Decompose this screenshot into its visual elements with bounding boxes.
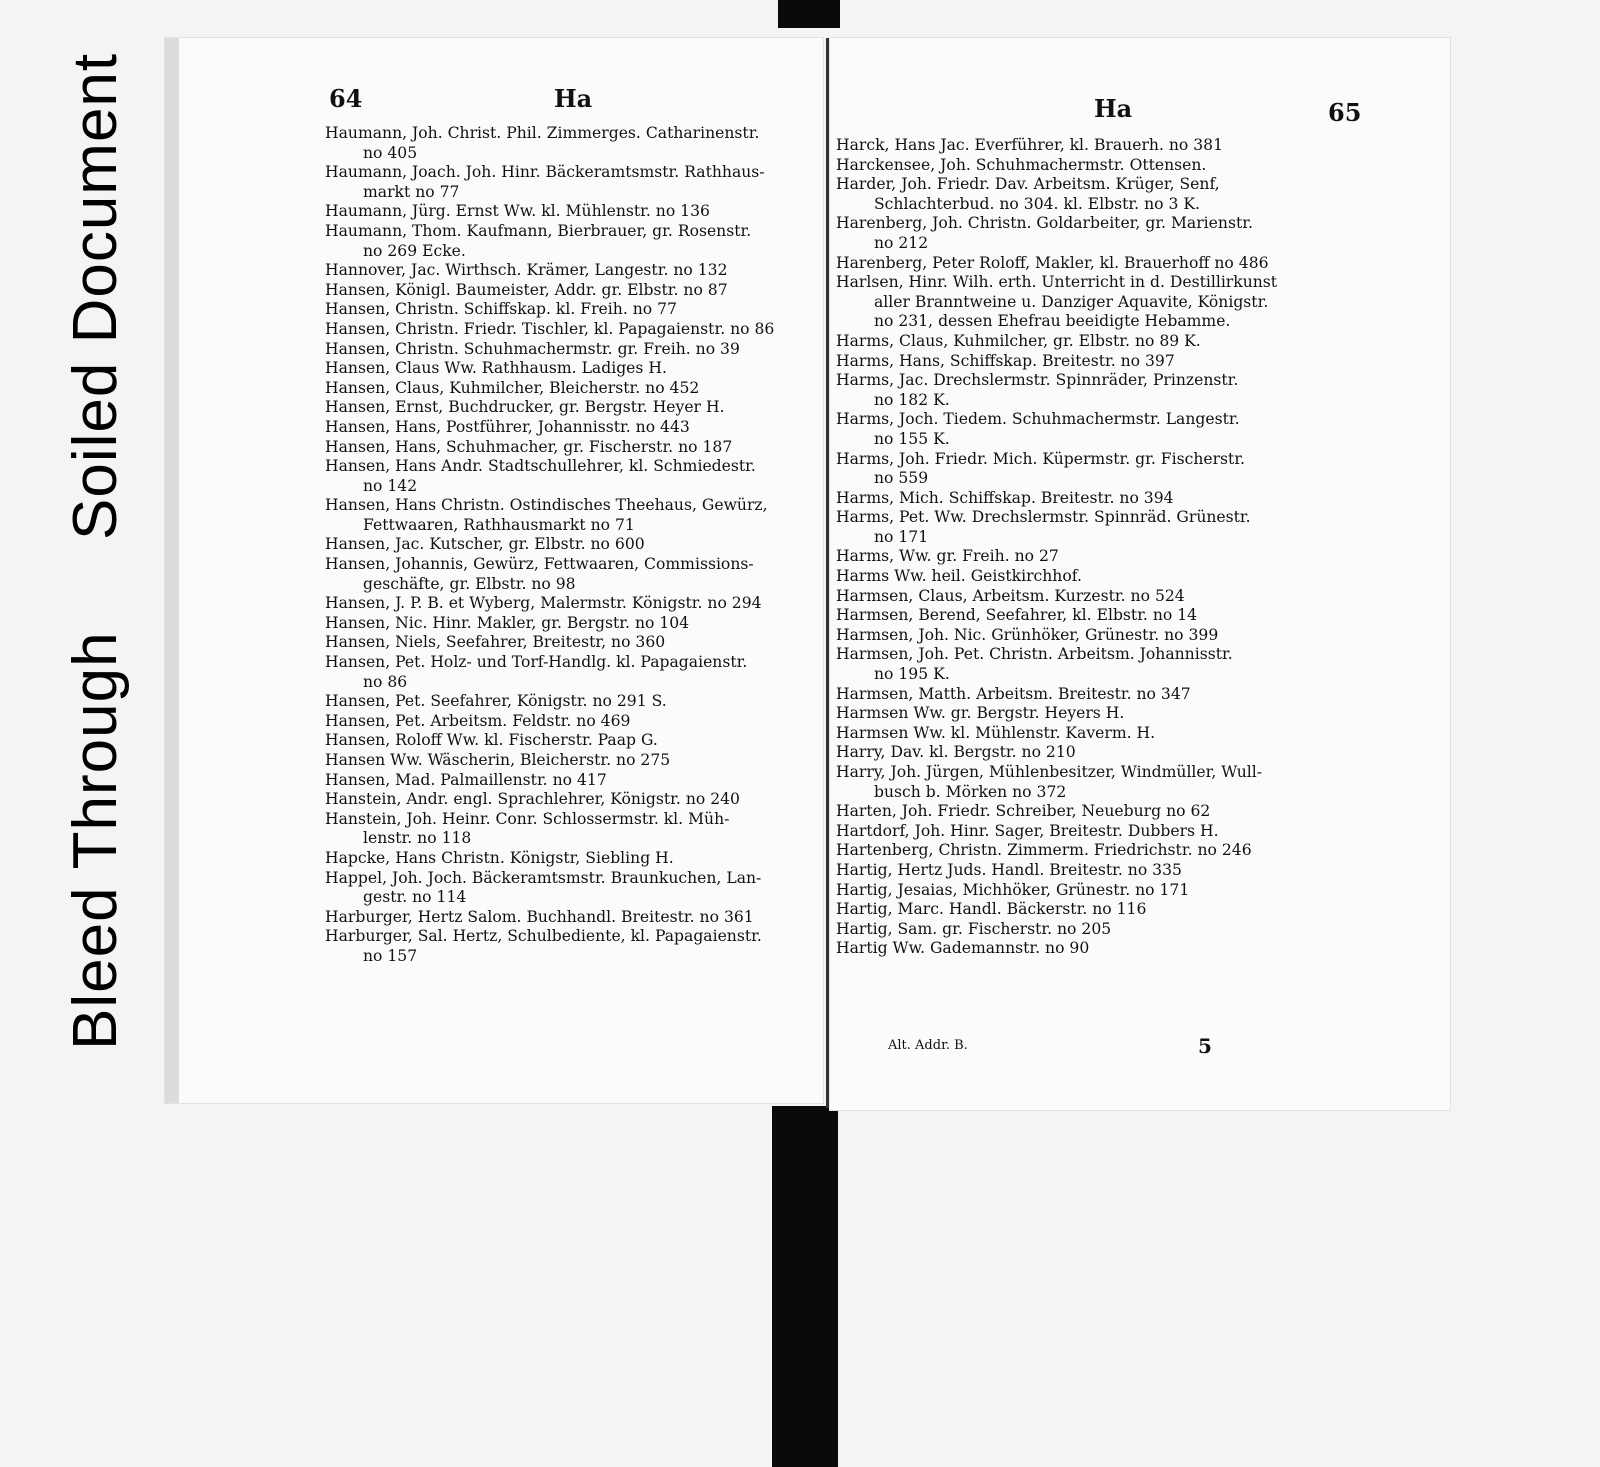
right-page-heading: Ha	[1094, 94, 1133, 123]
directory-entry	[325, 908, 825, 928]
directory-entry	[836, 175, 1336, 214]
directory-entry	[836, 900, 1336, 920]
directory-entry	[325, 281, 825, 301]
directory-entry	[836, 822, 1336, 842]
directory-entry	[836, 939, 1336, 959]
directory-entry	[325, 810, 825, 849]
directory-entry	[836, 410, 1336, 449]
entry-line: Hansen, J. P. B. et Wyberg, Malermstr. Königstr. no 294	[325, 594, 762, 613]
entry-line: Harmsen, Claus, Arbeitsm. Kurzestr. no 524	[836, 586, 1185, 605]
entry-continuation: no 269 Ecke.	[363, 241, 466, 260]
directory-entry	[836, 567, 1336, 587]
directory-entry	[325, 614, 825, 634]
entry-line: Hanstein, Andr. engl. Sprachlehrer, Königstr. no 240	[325, 790, 740, 809]
directory-entry	[325, 751, 825, 771]
entry-line: Hansen, Christn. Schuhmachermstr. gr. Freih. no 39	[325, 339, 740, 358]
entry-line: Hansen, Johannis, Gewürz, Fettwaaren, Commissions-	[325, 555, 754, 574]
entry-continuation: Fettwaaren, Rathhausmarkt no 71	[363, 515, 635, 534]
scan-strip-bottom	[772, 1106, 838, 1467]
entry-line: Hansen, Pet. Holz- und Torf-Handlg. kl. Papagaienstr.	[325, 653, 748, 672]
directory-entry	[325, 261, 825, 281]
directory-entry	[325, 379, 825, 399]
entry-continuation: lenstr. no 118	[363, 829, 472, 848]
bleed-through-label: Bleed Through	[61, 631, 130, 1050]
directory-entry	[325, 398, 825, 418]
entry-line: Harms, Mich. Schiffskap. Breitestr. no 394	[836, 488, 1174, 507]
directory-entry	[836, 587, 1336, 607]
entry-continuation: no 231, dessen Ehefrau beeidigte Hebamme.	[874, 312, 1231, 331]
entry-line: Harmsen Ww. kl. Mühlenstr. Kaverm. H.	[836, 723, 1156, 742]
directory-entry	[325, 359, 825, 379]
entry-line: Hartenberg, Christn. Zimmerm. Friedrichstr. no 246	[836, 841, 1252, 860]
directory-entry	[325, 731, 825, 751]
directory-entry	[836, 645, 1336, 684]
entry-line: Hartig, Jesaias, Michhöker, Grünestr. no 171	[836, 880, 1190, 899]
entry-line: Harms, Joh. Friedr. Mich. Küpermstr. gr. Fischerstr.	[836, 449, 1246, 468]
directory-entry	[836, 371, 1336, 410]
directory-entry	[325, 496, 825, 535]
directory-entry	[836, 332, 1336, 352]
directory-entry	[836, 352, 1336, 372]
directory-entry	[325, 633, 825, 653]
right-page	[830, 38, 1450, 1110]
directory-entry	[836, 802, 1336, 822]
directory-entry	[325, 594, 825, 614]
directory-entry	[836, 881, 1336, 901]
entry-line: Harms, Pet. Ww. Drechslermstr. Spinnräd. Grünestr.	[836, 508, 1251, 527]
left-entry-list	[325, 124, 825, 967]
directory-entry	[836, 861, 1336, 881]
directory-entry	[836, 724, 1336, 744]
entry-line: Hansen, Pet. Seefahrer, Königstr. no 291 S.	[325, 692, 667, 711]
entry-line: Harry, Joh. Jürgen, Mühlenbesitzer, Windmüller, Wull-	[836, 763, 1262, 781]
entry-line: Harenberg, Peter Roloff, Makler, kl. Brauerhoff no 486	[836, 253, 1269, 272]
directory-entry	[836, 214, 1336, 253]
overlay-labels	[0, 0, 130, 1467]
directory-entry	[325, 535, 825, 555]
directory-entry	[836, 254, 1336, 274]
entry-continuation: geschäfte, gr. Elbstr. no 98	[363, 574, 576, 593]
entry-line: Harck, Hans Jac. Everführer, kl. Brauerh. no 381	[836, 136, 1224, 154]
directory-entry	[325, 320, 825, 340]
entry-line: Harry, Dav. kl. Bergstr. no 210	[836, 743, 1076, 762]
entry-line: Hansen, Christn. Friedr. Tischler, kl. Papagaienstr. no 86	[325, 319, 775, 338]
right-page-number: 65	[1328, 98, 1362, 127]
directory-entry	[836, 626, 1336, 646]
entry-continuation: aller Branntweine u. Danziger Aquavite, Königstr.	[874, 292, 1269, 311]
entry-continuation: no 142	[363, 476, 418, 495]
scan-strip-top	[778, 0, 840, 28]
entry-line: Hansen Ww. Wäscherin, Bleicherstr. no 275	[325, 751, 671, 769]
signature-mark: 5	[1198, 1034, 1212, 1058]
directory-entry	[836, 547, 1336, 567]
entry-line: Haumann, Thom. Kaufmann, Bierbrauer, gr. Rosenstr.	[325, 221, 752, 240]
entry-continuation: no 157	[363, 946, 418, 965]
directory-entry	[325, 653, 825, 692]
directory-entry	[836, 489, 1336, 509]
entry-line: Harder, Joh. Friedr. Dav. Arbeitsm. Krüger, Senf,	[836, 175, 1220, 194]
directory-entry	[325, 124, 825, 163]
left-page-heading: Ha	[554, 84, 593, 113]
directory-entry	[836, 606, 1336, 626]
directory-entry	[836, 156, 1336, 176]
entry-line: Hansen, Königl. Baumeister, Addr. gr. Elbstr. no 87	[325, 280, 728, 299]
entry-line: Hansen, Pet. Arbeitsm. Feldstr. no 469	[325, 711, 631, 730]
directory-entry	[836, 685, 1336, 705]
directory-entry	[325, 790, 825, 810]
directory-entry	[325, 418, 825, 438]
entry-line: Haumann, Jürg. Ernst Ww. kl. Mühlenstr. no 136	[325, 202, 710, 221]
entry-line: Hannover, Jac. Wirthsch. Krämer, Langestr. no 132	[325, 261, 728, 280]
entry-line: Hansen, Claus Ww. Rathhausm. Ladiges H.	[325, 359, 667, 378]
entry-line: Harmsen, Joh. Nic. Grünhöker, Grünestr. no 399	[836, 625, 1219, 644]
entry-continuation: gestr. no 114	[363, 888, 467, 907]
directory-entry	[836, 920, 1336, 940]
directory-entry	[836, 273, 1336, 332]
directory-entry	[836, 841, 1336, 861]
entry-line: Hansen, Mad. Palmaillenstr. no 417	[325, 770, 607, 789]
entry-line: Harmsen Ww. gr. Bergstr. Heyers H.	[836, 704, 1125, 723]
entry-line: Happel, Joh. Joch. Bäckeramtsmstr. Braunkuchen, Lan-	[325, 868, 762, 887]
directory-entry	[325, 712, 825, 732]
directory-entry	[836, 136, 1336, 156]
directory-entry	[836, 450, 1336, 489]
directory-entry	[325, 163, 825, 202]
directory-entry	[836, 704, 1336, 724]
entry-line: Hansen, Hans Christn. Ostindisches Theehaus, Gewürz,	[325, 496, 768, 515]
entry-line: Harms, Joch. Tiedem. Schuhmachermstr. Langestr.	[836, 410, 1240, 429]
entry-line: Hanstein, Joh. Heinr. Conr. Schlossermstr. kl. Müh-	[325, 809, 730, 828]
directory-entry	[836, 743, 1336, 763]
entry-line: Hansen, Ernst, Buchdrucker, gr. Bergstr. Heyer H.	[325, 398, 725, 417]
entry-continuation: busch b. Mörken no 372	[874, 782, 1067, 801]
left-page-number: 64	[329, 84, 363, 113]
entry-line: Hansen, Niels, Seefahrer, Breitestr, no 360	[325, 633, 666, 652]
entry-continuation: markt no 77	[363, 182, 460, 201]
entry-line: Hansen, Christn. Schiffskap. kl. Freih. no 77	[325, 300, 677, 319]
entry-line: Harms, Hans, Schiffskap. Breitestr. no 397	[836, 351, 1175, 370]
entry-line: Hansen, Hans Andr. Stadtschullehrer, kl. Schmiedestr.	[325, 457, 756, 476]
entry-line: Hartig, Sam. gr. Fischerstr. no 205	[836, 919, 1112, 938]
entry-continuation: no 559	[874, 469, 929, 488]
entry-line: Harmsen, Joh. Pet. Christn. Arbeitsm. Johannisstr.	[836, 645, 1233, 664]
directory-entry	[325, 457, 825, 496]
entry-line: Hansen, Roloff Ww. kl. Fischerstr. Paap G.	[325, 731, 658, 750]
entry-line: Hansen, Nic. Hinr. Makler, gr. Bergstr. no 104	[325, 613, 690, 632]
entry-line: Hansen, Claus, Kuhmilcher, Bleicherstr. no 452	[325, 378, 700, 397]
entry-continuation: no 212	[874, 233, 929, 252]
entry-continuation: no 182 K.	[874, 390, 950, 409]
entry-line: Hartig Ww. Gademannstr. no 90	[836, 939, 1090, 958]
directory-entry	[325, 438, 825, 458]
entry-line: Harms, Ww. gr. Freih. no 27	[836, 547, 1059, 566]
entry-line: Haumann, Joh. Christ. Phil. Zimmerges. Catharinenstr.	[325, 124, 760, 142]
right-entry-list	[836, 136, 1336, 959]
directory-entry	[325, 927, 825, 966]
entry-continuation: no 405	[363, 143, 418, 162]
directory-entry	[325, 869, 825, 908]
entry-line: Hartig, Marc. Handl. Bäckerstr. no 116	[836, 900, 1147, 919]
entry-continuation: Schlachterbud. no 304. kl. Elbstr. no 3 K.	[874, 194, 1200, 213]
entry-line: Hapcke, Hans Christn. Königstr, Siebling H.	[325, 848, 674, 867]
entry-continuation: no 86	[363, 672, 408, 691]
entry-line: Harmsen, Berend, Seefahrer, kl. Elbstr. no 14	[836, 606, 1198, 625]
entry-continuation: no 171	[874, 527, 929, 546]
footer-note: Alt. Addr. B.	[888, 1038, 968, 1053]
entry-line: Hansen, Jac. Kutscher, gr. Elbstr. no 600	[325, 535, 645, 554]
entry-continuation: no 195 K.	[874, 665, 950, 684]
entry-line: Hansen, Hans, Schuhmacher, gr. Fischerstr. no 187	[325, 437, 733, 456]
entry-line: Harburger, Hertz Salom. Buchhandl. Breitestr. no 361	[325, 907, 754, 926]
entry-line: Harms Ww. heil. Geistkirchhof.	[836, 567, 1082, 586]
directory-entry	[325, 340, 825, 360]
entry-line: Hartdorf, Joh. Hinr. Sager, Breitestr. Dubbers H.	[836, 821, 1219, 840]
directory-entry	[325, 771, 825, 791]
left-page	[165, 38, 823, 1103]
directory-entry	[325, 849, 825, 869]
entry-line: Harlsen, Hinr. Wilh. erth. Unterricht in d. Destillirkunst	[836, 273, 1278, 292]
entry-line: Harten, Joh. Friedr. Schreiber, Neueburg no 62	[836, 802, 1211, 821]
entry-line: Hansen, Hans, Postführer, Johannisstr. no 443	[325, 417, 690, 436]
entry-line: Harms, Jac. Drechslermstr. Spinnräder, Prinzenstr.	[836, 371, 1239, 390]
directory-entry	[325, 300, 825, 320]
entry-line: Harburger, Sal. Hertz, Schulbediente, kl. Papagaienstr.	[325, 927, 762, 946]
entry-line: Haumann, Joach. Joh. Hinr. Bäckeramtsmstr. Rathhaus-	[325, 163, 765, 182]
directory-entry	[325, 202, 825, 222]
directory-entry	[325, 222, 825, 261]
directory-entry	[325, 555, 825, 594]
entry-line: Hartig, Hertz Juds. Handl. Breitestr. no 335	[836, 860, 1182, 879]
entry-line: Harms, Claus, Kuhmilcher, gr. Elbstr. no 89 K.	[836, 331, 1201, 350]
directory-entry	[836, 763, 1336, 802]
directory-entry	[325, 692, 825, 712]
entry-line: Harmsen, Matth. Arbeitsm. Breitestr. no 347	[836, 684, 1191, 703]
entry-line: Harckensee, Joh. Schuhmachermstr. Ottensen.	[836, 155, 1207, 174]
soiled-document-label: Soiled Document	[61, 52, 130, 540]
entry-continuation: no 155 K.	[874, 429, 950, 448]
directory-entry	[836, 508, 1336, 547]
entry-line: Harenberg, Joh. Christn. Goldarbeiter, gr. Marienstr.	[836, 214, 1253, 233]
